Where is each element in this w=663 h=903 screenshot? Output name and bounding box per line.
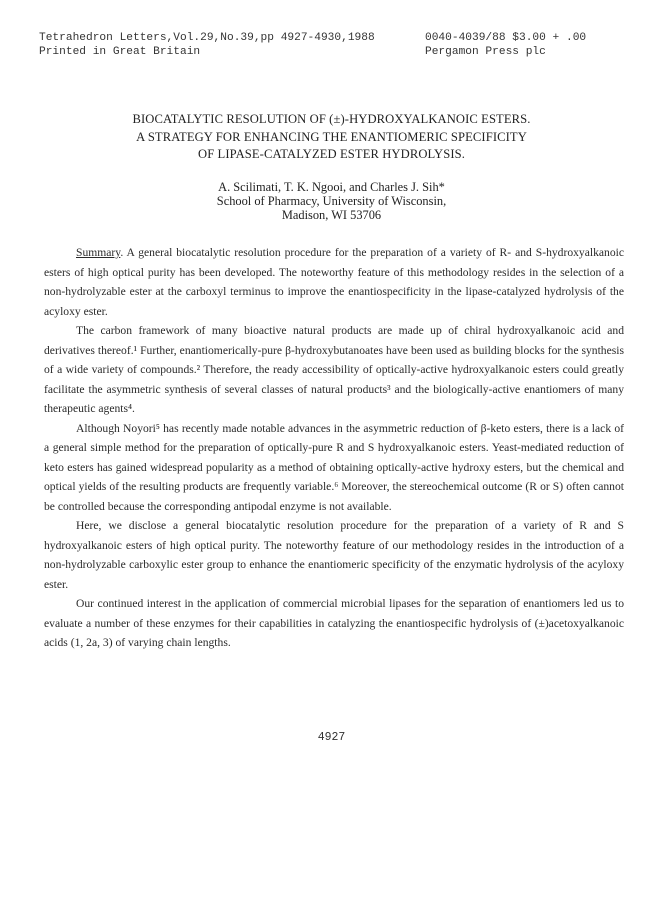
publisher-info [425,31,586,59]
publisher-line: Pergamon Press plc [425,46,546,58]
title-line: BIOCATALYTIC RESOLUTION OF (±)-HYDROXYALKANOIC ESTERS. [132,112,531,126]
body-paragraph: Here, we disclose a general biocatalytic resolution procedure for the preparation of a variety of R and S hydroxyalkanoic esters of high optical purity. The noteworthy feature of our methodology resides in the introduction of a non-hydrolyzable carboxylic ester group to enhance the enantiomeric specificity of the enzymatic hydrolysis of the acyloxy ester. [44,519,624,591]
body-text [44,243,624,653]
affiliation-line: Madison, WI 53706 [281,208,382,222]
journal-citation [39,31,375,59]
title-line: A STRATEGY FOR ENHANCING THE ENANTIOMERIC SPECIFICITY [136,129,527,144]
summary-label: Summary [76,246,121,259]
summary-paragraph [44,243,624,321]
author-block [0,180,663,222]
issn-price-line: 0040-4039/88 $3.00 + .00 [425,32,587,44]
paper-title [0,111,663,164]
title-line: OF LIPASE-CATALYZED ESTER HYDROLYSIS. [198,147,465,161]
citation-line: Tetrahedron Letters,Vol.29,No.39,pp 4927-4930,1988 [39,32,375,44]
printed-in-line: Printed in Great Britain [39,46,201,58]
author-names: A. Scilimati, T. K. Ngooi, and Charles J. Sih* [218,180,445,194]
body-paragraph: Our continued interest in the application of commercial microbial lipases for the separation of enantiomers led us to evaluate a number of these enzymes for their capabilities in catalyzing the enantiospecific hydrolysis of (±)acetoxyalkanoic acids (1, 2a, 3) of varying chain lengths. [44,597,624,649]
summary-text: . A general biocatalytic resolution procedure for the preparation of a variety of R- and S-hydroxyalkanoic esters of high optical purity has been developed. The noteworthy feature of this methodology resides in the selection of a non-hydrolyzable ester at the carboxyl terminus to improve the enantiospecificity in the lipase-catalyzed hydrolysis of the acyloxy ester. [44,246,624,318]
page-number: 4927 [317,731,346,744]
body-paragraph: Although Noyori⁵ has recently made notable advances in the asymmetric reduction of β-keto esters, there is a lack of a general simple method for the preparation of optically-pure R and S hydroxyalkanoic esters. Yeast-mediated reduction of keto esters has gained widespread popularity as a method of obtaining optically-active hydroxy esters, but the chemical and optical yields of the resulting products are frequently variable.⁶ Moreover, the stereochemical outcome (R or S) often cannot be controlled because the corresponding antipodal enzyme is not available. [44,421,624,513]
body-paragraph: The carbon framework of many bioactive natural products are made up of chiral hydroxyalkanoic acid and derivatives thereof.¹ Further, enantiomerically-pure β-hydroxybutanoates have been used as building blocks for the synthesis of a wide variety of compounds.² Therefore, the ready accessibility of optically-active hydroxyalkanoic esters could greatly facilitate the asymmetric synthesis of several classes of natural products³ and the biologically-active enantiomers of many therapeutic agents⁴. [44,324,624,415]
affiliation-line: School of Pharmacy, University of Wisconsin, [216,194,447,208]
